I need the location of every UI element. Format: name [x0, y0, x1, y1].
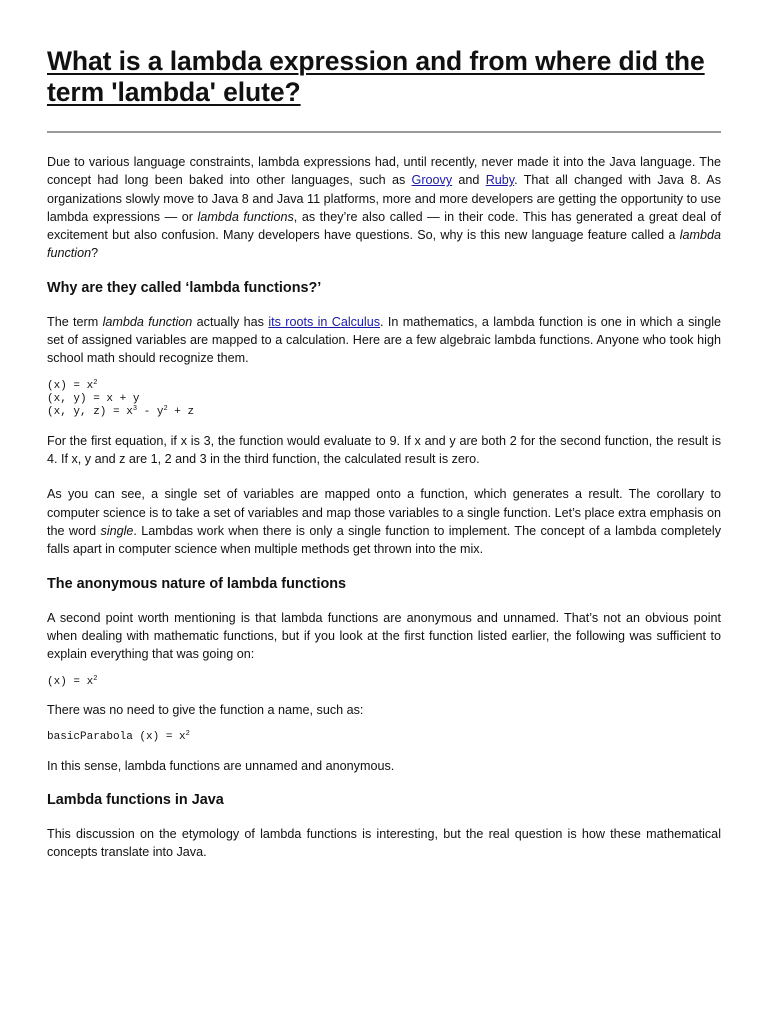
section-heading-anonymous: The anonymous nature of lambda functions [47, 575, 347, 592]
title-divider [47, 131, 721, 133]
intro-paragraph: Due to various language constraints, lambda expressions had, until recently, never made it into the Java language. The concept had long been baked into other languages, such as Groovy and Ruby. That all changed with Java 8. As organizations slowly move to Java 8 and Java 11 platforms, more and more developers are getting the opportunity to use lambda expressions — or lambda functions, as they’re also called — in their code. This has generated a great deal of excitement but also confusion. Many developers have questions. So, why is this new language feature called a lambda function? [47, 155, 721, 261]
page-title: What is a lambda expression and from where did the term 'lambda' elute? [47, 46, 705, 107]
section-heading-why-lambda: Why are they called ‘lambda functions?’ [47, 279, 322, 296]
calculus-paragraph: The term lambda function actually has its roots in Calculus. In mathematics, a lambda function is one in which a single set of assigned variables are mapped to a calculation. Here are a few algebraic lambda functions. Anyone who took high school math should recognize them. [47, 314, 722, 366]
variables-paragraph: As you can see, a single set of variables are mapped onto a function, which generates a result. The corollary to computer science is to take a set of variables and map those variables to a single function. Let’s place extra emphasis on the word single. Lambdas work when there is only a single function to implement. The concept of a lambda completely falls apart in computer science when multiple methods get thrown into the mix. [47, 487, 721, 557]
code-basic-parabola: basicParabola $(x) = x^2$ [47, 730, 190, 744]
code-first-function: $(x) = x^2$ [47, 674, 98, 688]
code-line-1: $(x) = x^2$ [47, 378, 98, 392]
groovy-link[interactable]: Groovy [411, 173, 453, 188]
anonymous-paragraph: A second point worth mentioning is that lambda functions are anonymous and unnamed. That’s not an obvious point when dealing with mathematic functions, but if you look at the first function listed earlier, the following was sufficient to explain everything that was going on: [47, 610, 721, 662]
calculus-link[interactable]: its roots in Calculus [268, 314, 381, 329]
algebra-code-block [47, 380, 721, 420]
ruby-link[interactable]: Ruby [485, 173, 515, 188]
section-heading-java: Lambda functions in Java [47, 791, 224, 808]
code-line-3: (x, y, $z) = x^3 - y^2 + z$ [47, 405, 195, 419]
unnamed-paragraph: In this sense, lambda functions are unnamed and anonymous. [47, 758, 395, 773]
evaluation-paragraph: For the first equation, if x is 3, the function would evaluate to 9. If x and y are both 2 for the second function, the result is 4. If x, y and z are 1, 2 and 3 in the third function, the calculated result is zero. [47, 433, 721, 467]
code-line-2: (x, y) = x + y [47, 393, 140, 406]
no-name-paragraph: There was no need to give the function a name, such as: [47, 702, 364, 717]
java-paragraph: This discussion on the etymology of lambda functions is interesting, but the real question is how these mathematical concepts translate into Java. [47, 826, 721, 860]
